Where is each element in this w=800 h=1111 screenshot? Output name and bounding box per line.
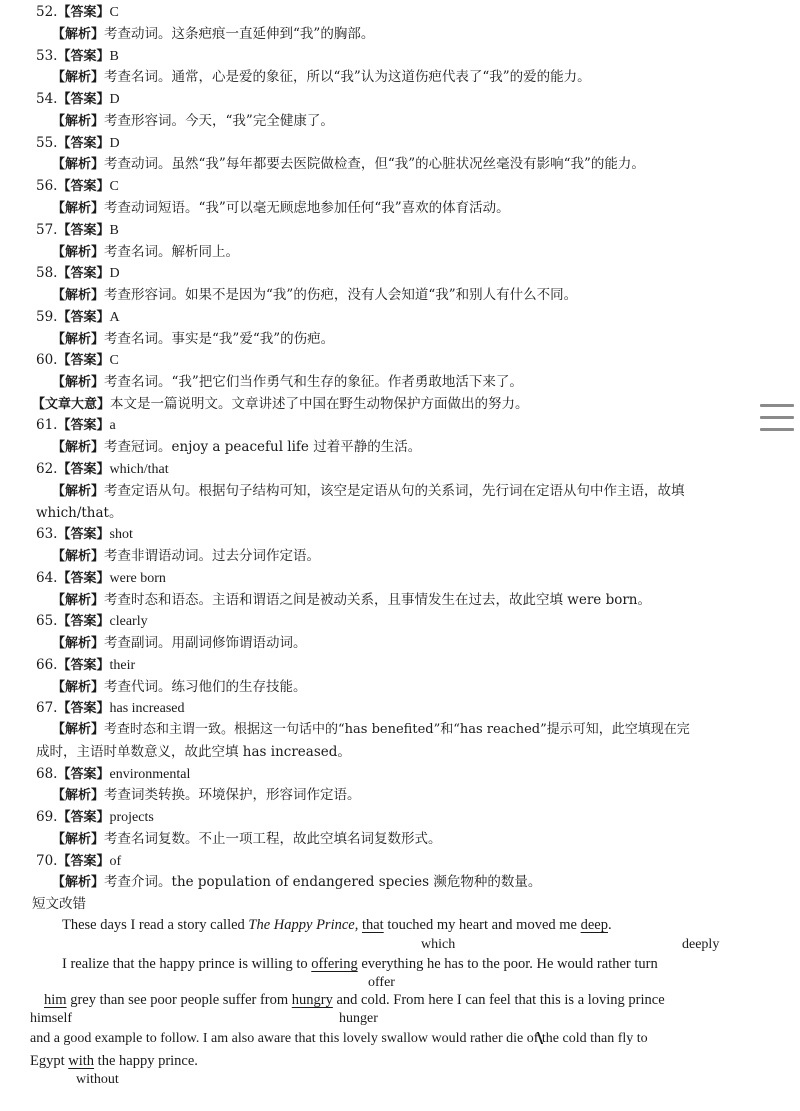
item-56-answer: 56.【答案】C [36,178,119,194]
correction-line-4: and a good example to follow. I am also aware that this lovely swallow would rather die of the cold than fly to [30,1031,648,1046]
item-59-answer: 59.【答案】A [36,309,120,325]
item-66-answer: 66.【答案】their [36,657,136,673]
item-68-analysis: 【解析】考查词类转换。环境保护，形容词作定语。 [52,787,361,803]
item-60-analysis: 【解析】考查名词。“我”把它们当作勇气和生存的象征。作者勇敢地活下来了。 [52,374,523,390]
fix-deeply: deeply [682,937,720,952]
item-64-analysis: 【解析】考查时态和语态。主语和谓语之间是被动关系，且事情发生在过去，故此空填 were born。 [52,592,652,608]
item-70-answer: 70.【答案】of [36,853,122,869]
item-63-answer: 63.【答案】shot [36,526,133,542]
item-61-answer: 61.【答案】a [36,417,116,433]
item-55-analysis: 【解析】考查动词。虽然“我”每年都要去医院做检查，但“我”的心脏状况丝毫没有影响“我”的能力。 [52,156,645,172]
item-63-analysis: 【解析】考查非谓语动词。过去分词作定语。 [52,548,321,564]
item-58-analysis: 【解析】考查形容词。如果不是因为“我”的伤疤，没有人会知道“我”和别人有什么不同。 [52,287,578,303]
item-70-analysis: 【解析】考查介词。the population of endangered species 濒危物种的数量。 [52,874,542,890]
item-60-answer: 60.【答案】C [36,352,119,368]
item-66-analysis: 【解析】考查代词。练习他们的生存技能。 [52,679,307,695]
correction-heading: 短文改错 [32,896,86,912]
fix-hunger: hunger [339,1011,378,1026]
item-67-analysis-cont: 成时，主语时单数意义，故此空填 has increased。 [36,744,351,760]
correction-line-3: him grey than see poor people suffer from hungry and cold. From here I can feel that this is a loving prince [44,992,665,1008]
correction-line-5: Egypt with the happy prince. [30,1053,198,1069]
item-67-analysis: 【解析】考查时态和主谓一致。根据这一句话中的“has benefited”和“has reached”提示可知，此空填现在完 [52,722,690,737]
menu-icon[interactable] [760,404,794,432]
item-69-answer: 69.【答案】projects [36,809,154,825]
item-52-analysis: 【解析】考查动词。这条疤痕一直延伸到“我”的胸部。 [52,26,375,42]
item-57-analysis: 【解析】考查名词。解析同上。 [52,244,240,260]
item-53-answer: 53.【答案】B [36,48,119,64]
fix-without: without [76,1072,119,1087]
article-summary: 【文章大意】本文是一篇说明文。文章讲述了中国在野生动物保护方面做出的努力。 [32,396,529,412]
item-62-answer: 62.【答案】which/that [36,461,169,477]
item-65-answer: 65.【答案】clearly [36,613,148,629]
item-62-analysis-cont: which/that。 [36,505,123,521]
item-65-analysis: 【解析】考查副词。用副词修饰谓语动词。 [52,635,307,651]
item-55-answer: 55.【答案】D [36,135,120,151]
item-58-answer: 58.【答案】D [36,265,120,281]
item-62-analysis: 【解析】考查定语从句。根据句子结构可知，该空是定语从句的关系词，先行词在定语从句中作主语，故填 [52,483,685,499]
item-54-analysis: 【解析】考查形容词。今天，“我”完全健康了。 [52,113,334,129]
item-54-answer: 54.【答案】D [36,91,120,107]
item-56-analysis: 【解析】考查动词短语。“我”可以毫无顾虑地参加任何“我”喜欢的体育活动。 [52,200,510,216]
item-59-analysis: 【解析】考查名词。事实是“我”爱“我”的伤疤。 [52,331,335,347]
correction-line-2: I realize that the happy prince is willing to offering everything he has to the poor. He would rather turn [62,956,658,972]
item-53-analysis: 【解析】考查名词。通常，心是爱的象征，所以“我”认为这道伤疤代表了“我”的爱的能力。 [52,69,591,85]
item-52-answer: 52.【答案】C [36,4,119,20]
fix-which: which [421,937,456,952]
item-69-analysis: 【解析】考查名词复数。不止一项工程，故此空填名词复数形式。 [52,831,442,847]
item-64-answer: 64.【答案】were born [36,570,166,586]
fix-himself: himself [30,1011,72,1026]
fix-offer: offer [368,975,395,990]
item-61-analysis: 【解析】考查冠词。enjoy a peaceful life 过着平静的生活。 [52,439,422,455]
item-68-answer: 68.【答案】environmental [36,766,191,782]
item-67-answer: 67.【答案】has increased [36,700,185,716]
correction-line-1: These days I read a story called The Happy Prince, that touched my heart and moved me deep. [62,917,612,933]
item-57-answer: 57.【答案】B [36,222,119,238]
